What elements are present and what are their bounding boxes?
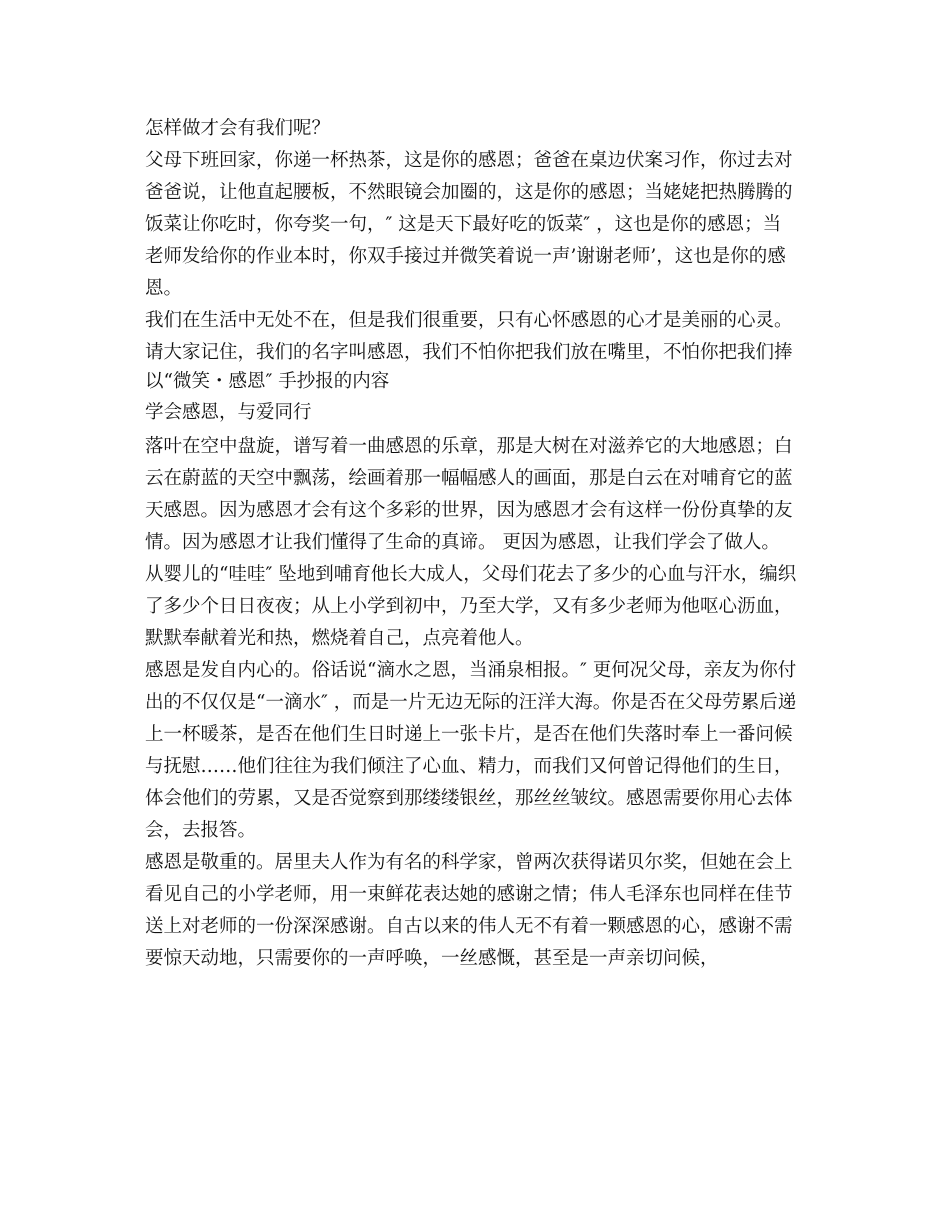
text-line: 了多少个日日夜夜；从上小学到初中，乃至大学，又有多少老师为他呕心沥血， bbox=[145, 596, 793, 617]
text-line: 饭菜让你吃时，你夸奖一句，″ 这是天下最好吃的饭菜″ ，这也是你的感恩；当 bbox=[145, 214, 782, 235]
text-line: 恩。 bbox=[145, 278, 183, 299]
text-line: 以“微笑・感恩″ 手抄报的内容 bbox=[145, 371, 390, 392]
text-line: 情。因为感恩才让我们懂得了生命的真谛。 更因为感恩，让我们学会了做人。 bbox=[145, 532, 780, 553]
document-body bbox=[145, 113, 810, 975]
text-line: 怎样做才会有我们呢？ bbox=[145, 118, 331, 139]
text-line: 请大家记住，我们的名字叫感恩，我们不怕你把我们放在嘴里，不怕你把我们捧 bbox=[145, 342, 793, 363]
text-line: 老师发给你的作业本时，你双手接过并微笑着说一声’谢谢老师’，这也是你的感 bbox=[145, 246, 786, 267]
text-line: 感恩是发自内心的。俗话说“滴水之恩，当涌泉相报。″ 更何况父母，亲友为你付 bbox=[145, 660, 797, 681]
text-line: 天感恩。因为感恩才会有这个多彩的世界，因为感恩才会有这样一份份真挚的友 bbox=[145, 500, 793, 521]
text-line: 云在蔚蓝的天空中飘荡，绘画着那一幅幅感人的画面，那是白云在对哺育它的蓝 bbox=[145, 468, 793, 489]
text-line: 要惊天动地，只需要你的一声呼唤，一丝感慨，甚至是一声亲切问候， bbox=[145, 948, 719, 969]
text-line: 体会他们的劳累，又是否觉察到那缕缕银丝，那丝丝皱纹。感恩需要你用心去体 bbox=[145, 788, 793, 809]
text-line: 我们在生活中无处不在，但是我们很重要，只有心怀感恩的心才是美丽的心灵。 bbox=[145, 310, 793, 331]
text-line: 爸爸说，让他直起腰板，不然眼镜会加圈的，这是你的感恩；当姥姥把热腾腾的 bbox=[145, 182, 793, 203]
text-line: 感恩是敬重的。居里夫人作为有名的科学家，曾两次获得诺贝尔奖，但她在会上 bbox=[145, 852, 793, 873]
text-line: 送上对老师的一份深深感谢。自古以来的伟人无不有着一颗感恩的心，感谢不需 bbox=[145, 916, 793, 937]
text-line: 落叶在空中盘旋，谱写着一曲感恩的乐章，那是大树在对滋养它的大地感恩；白 bbox=[145, 436, 793, 457]
text-line: 上一杯暖茶，是否在他们生日时递上一张卡片，是否在他们失落时奉上一番问候 bbox=[145, 724, 793, 745]
text-line: 从婴儿的“哇哇″ 坠地到哺育他长大成人，父母们花去了多少的心血与汗水，编织 bbox=[145, 564, 797, 585]
text-line: 默默奉献着光和热，燃烧着自己，点亮着他人。 bbox=[145, 628, 534, 649]
text-line: 会，去报答。 bbox=[145, 820, 257, 841]
text-line: 学会感恩，与爱同行 bbox=[145, 402, 312, 423]
text-line: 出的不仅仅是“一滴水″ ，而是一片无边无际的汪洋大海。你是否在父母劳累后递 bbox=[145, 692, 797, 713]
text-line: 看见自己的小学老师，用一束鲜花表达她的感谢之情；伟人毛泽东也同样在佳节 bbox=[145, 884, 793, 905]
text-line: 父母下班回家，你递一杯热茶，这是你的感恩；爸爸在桌边伏案习作，你过去对 bbox=[145, 150, 793, 171]
text-line: 与抚慰……他们往往为我们倾注了心血、精力，而我们又何曾记得他们的生日， bbox=[145, 756, 793, 777]
